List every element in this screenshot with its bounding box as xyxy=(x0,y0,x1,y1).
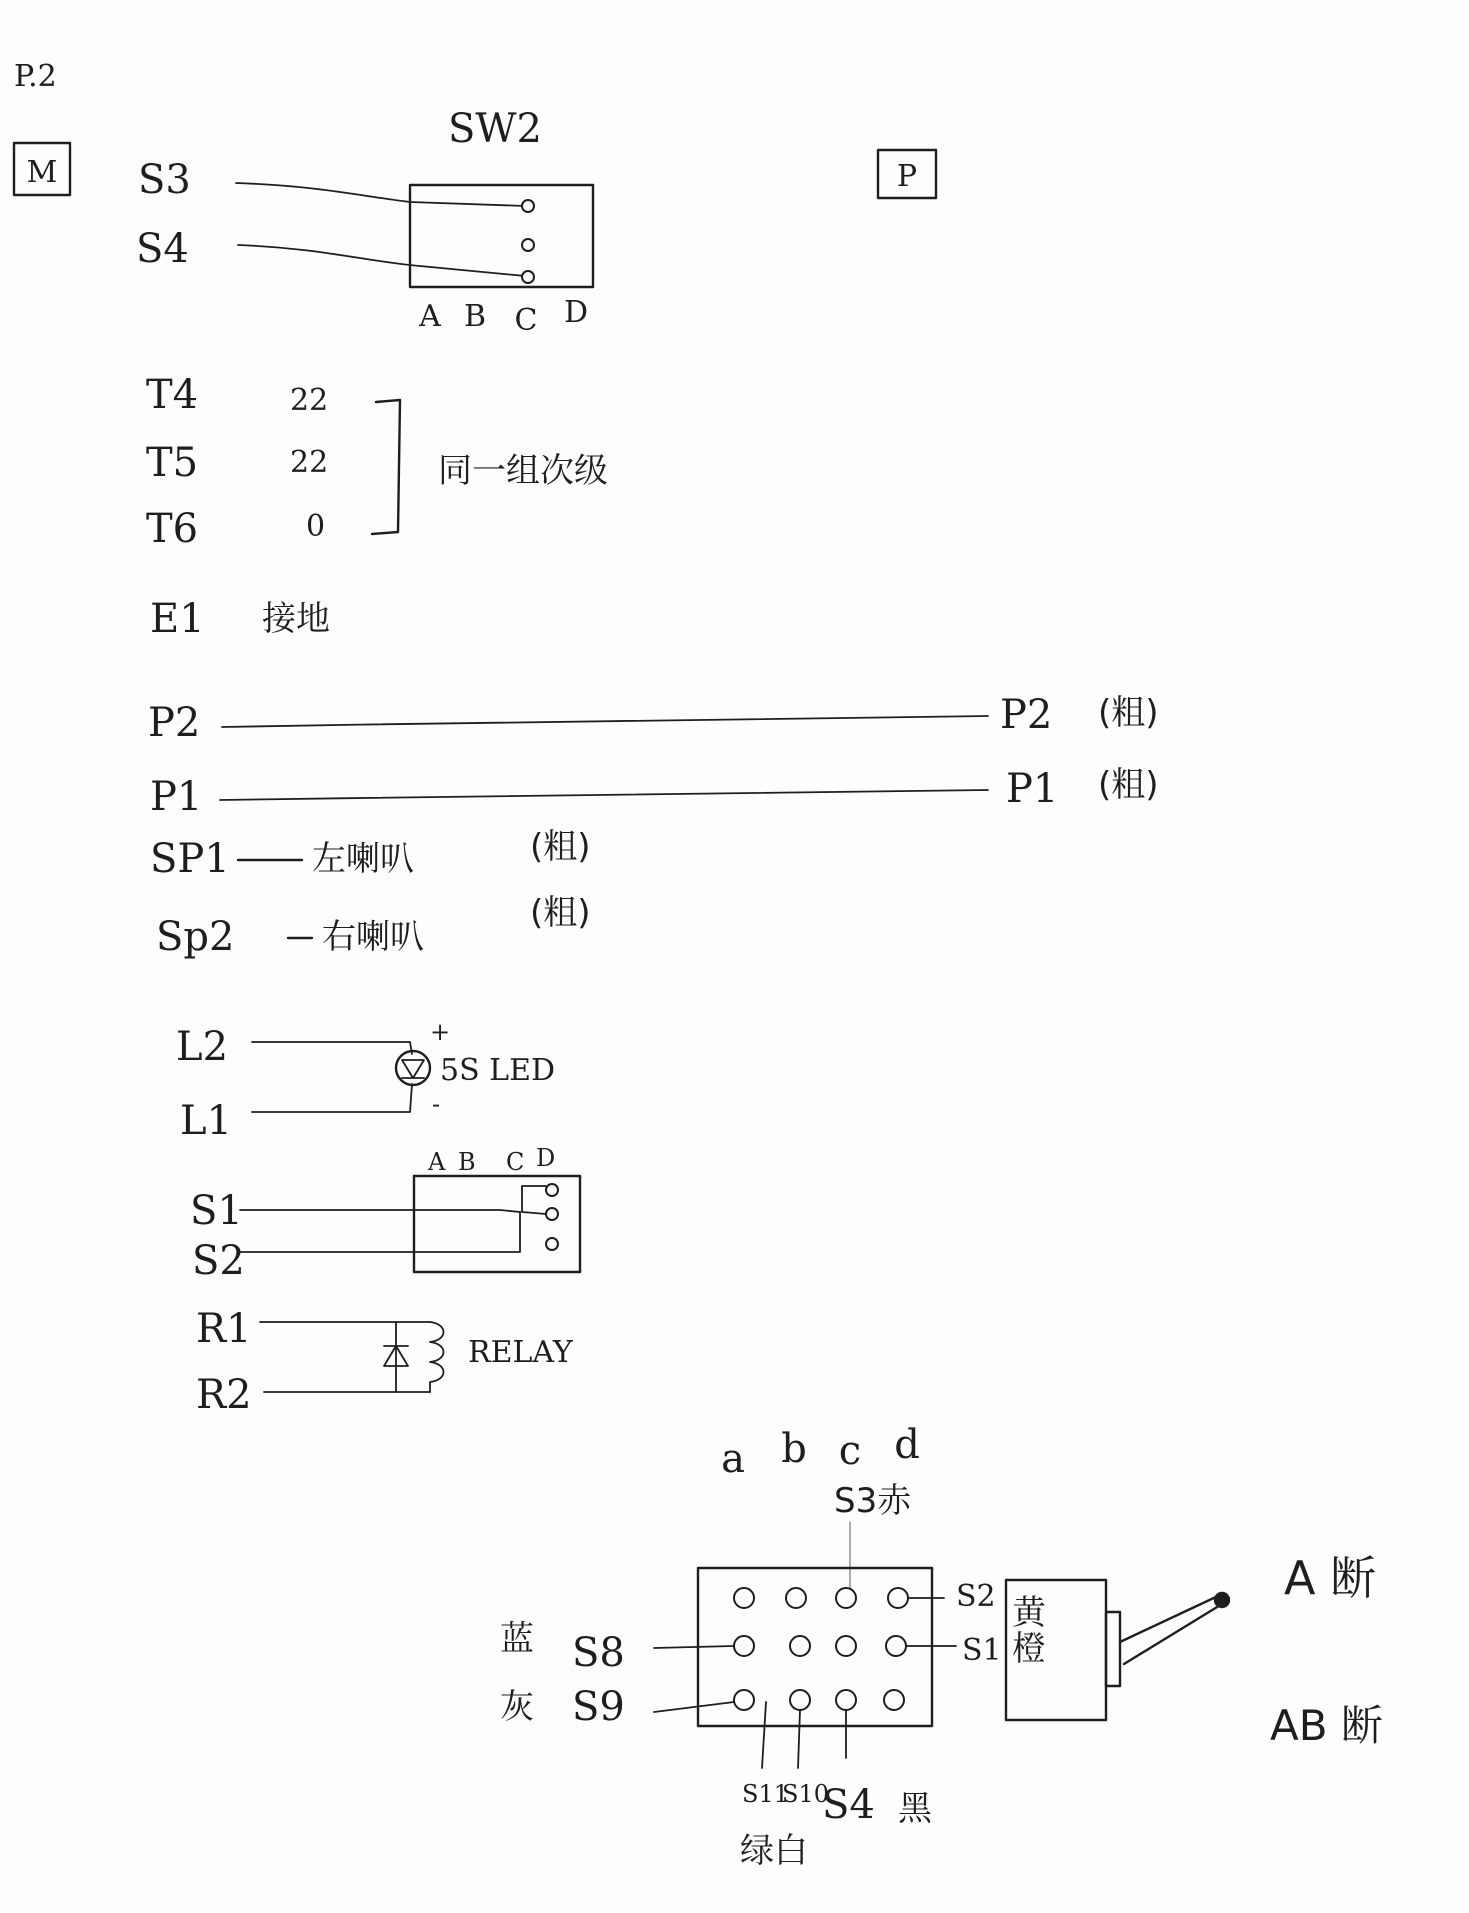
t5-value: 22 xyxy=(290,445,329,480)
p2-right-label: P2 xyxy=(1000,692,1053,738)
sp1-note: (粗) xyxy=(530,827,591,867)
sw1-pin-a: A xyxy=(428,1148,446,1176)
ground-label: E1 xyxy=(150,596,205,642)
sw1-wire-s1: S1 xyxy=(190,1188,243,1234)
led-label: 5S LED xyxy=(440,1053,556,1088)
sp2-note: (粗) xyxy=(530,893,591,933)
right-wire-s1: S1 xyxy=(962,1633,1002,1668)
p2-note: (粗) xyxy=(1098,693,1159,733)
sp2-label: Sp2 xyxy=(156,914,235,960)
transformer-secondary-group xyxy=(146,372,608,552)
relay-wire-r1: R1 xyxy=(196,1306,252,1352)
sw2-pin-a: A xyxy=(419,299,441,334)
sw1-pin-d: D xyxy=(536,1144,556,1172)
side-marker-p xyxy=(878,150,936,198)
speaker-rows xyxy=(150,827,591,960)
ground-note: 接地 xyxy=(262,599,330,639)
t5-label: T5 xyxy=(146,440,199,486)
group-note: 同一组次级 xyxy=(438,451,608,491)
sp1-label: SP1 xyxy=(150,836,230,882)
switch-pin-grid xyxy=(734,1588,908,1710)
sw2-pin-d: D xyxy=(563,295,589,330)
p1-left-label: P1 xyxy=(150,774,203,820)
col-c: c xyxy=(838,1428,862,1474)
relay-wire-r2: R2 xyxy=(196,1372,252,1418)
ground-row xyxy=(150,596,330,642)
right-wire-s2: S2 xyxy=(956,1579,996,1614)
sw1-pin-c: C xyxy=(506,1148,525,1176)
side-marker-p-label: P xyxy=(896,159,918,194)
led-wire-l1: L1 xyxy=(180,1098,233,1144)
bottom-wire-s11: S11 xyxy=(742,1780,789,1808)
p1-right-label: P1 xyxy=(1006,766,1059,812)
sp2-target: 右喇叭 xyxy=(322,917,424,957)
page-label: P.2 xyxy=(14,59,57,94)
side-color-orange: 橙 xyxy=(1012,1629,1046,1669)
relay-label: RELAY xyxy=(468,1335,573,1370)
led-plus: + xyxy=(430,1018,451,1046)
toggle-lever-icon xyxy=(1120,1596,1222,1664)
group-bracket xyxy=(372,400,400,534)
left-wire-s9-color: 灰 xyxy=(500,1687,534,1727)
bottom-wire-s4-color: 黑 xyxy=(898,1789,932,1829)
t4-value: 22 xyxy=(290,383,329,418)
relay-coil-icon xyxy=(430,1322,444,1392)
relay-circuit xyxy=(196,1306,574,1418)
side-marker-m-label: M xyxy=(26,155,58,190)
t4-label: T4 xyxy=(146,372,199,418)
top-wire-s3: S3赤 xyxy=(834,1481,912,1521)
t6-label: T6 xyxy=(146,506,199,552)
position-a: A 断 xyxy=(1284,1551,1377,1605)
sw2-switch xyxy=(136,106,593,338)
sw1-wire-s2: S2 xyxy=(192,1238,245,1284)
led-circuit xyxy=(176,1018,555,1144)
bottom-wire-s4: S4 xyxy=(822,1782,875,1828)
led-wire-l2: L2 xyxy=(176,1024,229,1070)
sw2-pin-c: C xyxy=(514,303,538,338)
col-b: b xyxy=(781,1426,807,1472)
sw2-wire-s3: S3 xyxy=(138,157,191,203)
rotary-switch-detail xyxy=(500,1422,1383,1871)
col-a: a xyxy=(721,1436,745,1482)
position-ab: AB 断 xyxy=(1270,1701,1383,1750)
sp1-target: 左喇叭 xyxy=(312,839,414,879)
bottom-wire-colors: 绿白 xyxy=(740,1831,808,1871)
bottom-wire-s10: S10 xyxy=(782,1780,829,1808)
side-marker-m xyxy=(14,143,70,195)
power-lines xyxy=(148,692,1159,820)
side-color-yellow: 黄 xyxy=(1012,1593,1046,1633)
sw2-wire-s4: S4 xyxy=(136,226,189,272)
led-symbol xyxy=(396,1051,430,1085)
led-minus: - xyxy=(432,1090,441,1118)
sw2-pin-b: B xyxy=(463,299,487,334)
left-wire-s9: S9 xyxy=(572,1684,625,1730)
left-wire-s8-color: 蓝 xyxy=(500,1619,534,1659)
p1-note: (粗) xyxy=(1098,765,1159,805)
sw2-title: SW2 xyxy=(448,106,542,152)
p2-left-label: P2 xyxy=(148,700,201,746)
left-wire-s8: S8 xyxy=(572,1630,625,1676)
sw1-pin-b: B xyxy=(458,1148,476,1176)
t6-value: 0 xyxy=(306,509,326,544)
sw1-switch xyxy=(190,1144,580,1284)
col-d: d xyxy=(894,1422,920,1468)
